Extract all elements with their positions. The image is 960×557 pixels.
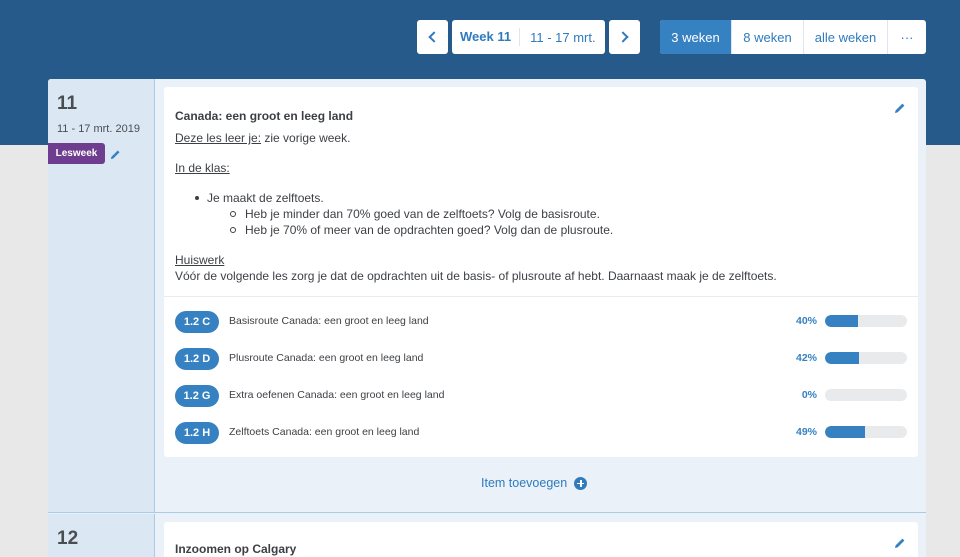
week-sidebar [48, 514, 155, 557]
sub-bullet-item: Heb je 70% of meer van de opdrachten goed? Volg dan de plusroute. [193, 222, 613, 238]
progress-fill [825, 426, 865, 438]
item-progress-bar [825, 426, 907, 438]
week-selector-button[interactable] [452, 20, 605, 54]
lesson-title: Canada: een groot en leeg land [175, 109, 354, 123]
edit-lesson-pencil-icon[interactable] [894, 536, 906, 554]
edit-week-pencil-icon[interactable] [110, 147, 121, 165]
view-range-segmented-control [660, 20, 926, 54]
class-label: In de klas: [175, 161, 230, 175]
add-item-button[interactable] [481, 476, 587, 490]
chevron-right-icon [617, 31, 628, 42]
lesson-item[interactable] [175, 348, 907, 385]
item-progress-percent: 49% [795, 426, 817, 438]
progress-fill [825, 352, 859, 364]
item-progress-percent: 0% [801, 389, 817, 401]
page-background [0, 145, 48, 557]
chevron-left-icon [428, 31, 439, 42]
divider [164, 296, 918, 297]
plus-circle-icon [574, 477, 587, 490]
week-navigation [0, 20, 960, 54]
week-row [48, 79, 926, 513]
lesson-items-list [175, 311, 907, 459]
item-label: Extra oefenen Canada: een groot en leeg land [229, 389, 445, 401]
homework-text: Vóór de volgende les zorg je dat de opdrachten uit de basis- of plusroute af hebt. Daarnaast maak je de zelftoets. [175, 269, 777, 283]
more-options-button[interactable]: ··· [900, 29, 914, 45]
view-all-weeks-button[interactable]: alle weken [804, 20, 888, 54]
learn-text: zie vorige week. [261, 131, 351, 145]
week-label: Week 11 [452, 28, 520, 46]
previous-week-button[interactable] [417, 20, 448, 54]
item-label: Plusroute Canada: een groot en leeg land [229, 352, 424, 364]
week-number: 12 [57, 528, 79, 549]
lesson-card [164, 522, 918, 557]
lesson-item[interactable] [175, 422, 907, 459]
item-label: Zelftoets Canada: een groot en leeg land [229, 426, 420, 438]
week-sidebar [48, 79, 155, 512]
item-progress-bar [825, 352, 907, 364]
lesson-title: Inzoomen op Calgary [175, 542, 297, 556]
item-code-badge: 1.2 D [175, 348, 219, 370]
next-week-button[interactable] [609, 20, 640, 54]
lesson-item[interactable] [175, 385, 907, 422]
bullet-item: Je maakt de zelftoets. [193, 190, 613, 206]
edit-lesson-pencil-icon[interactable] [894, 101, 906, 119]
item-code-badge: 1.2 C [175, 311, 219, 333]
class-bullet-list [193, 190, 613, 238]
item-progress-percent: 42% [795, 352, 817, 364]
view-8-weeks-button[interactable]: 8 weken [732, 20, 804, 54]
week-row [48, 514, 926, 557]
page-background-right [926, 145, 960, 557]
week-planner-panel [48, 79, 926, 557]
lesson-item[interactable] [175, 311, 907, 348]
item-progress-percent: 40% [795, 315, 817, 327]
learn-label: Deze les leer je: [175, 131, 262, 145]
sub-bullet-item: Heb je minder dan 70% goed van de zelftoets? Volg de basisroute. [193, 206, 613, 222]
view-3-weeks-button[interactable]: 3 weken [660, 20, 732, 54]
progress-fill [825, 315, 858, 327]
week-dates: 11 - 17 mrt. 2019 [57, 123, 140, 135]
item-code-badge: 1.2 G [175, 385, 219, 407]
homework-label: Huiswerk [175, 253, 225, 267]
item-label: Basisroute Canada: een groot en leeg land [229, 315, 429, 327]
item-code-badge: 1.2 H [175, 422, 219, 444]
add-item-label: Item toevoegen [481, 476, 568, 490]
week-number: 11 [57, 93, 78, 114]
week-range: 11 - 17 mrt. [530, 29, 596, 45]
lesson-card [164, 87, 918, 457]
item-progress-bar [825, 389, 907, 401]
lesweek-badge: Lesweek [48, 143, 105, 164]
learn-paragraph [175, 130, 350, 146]
item-progress-bar [825, 315, 907, 327]
